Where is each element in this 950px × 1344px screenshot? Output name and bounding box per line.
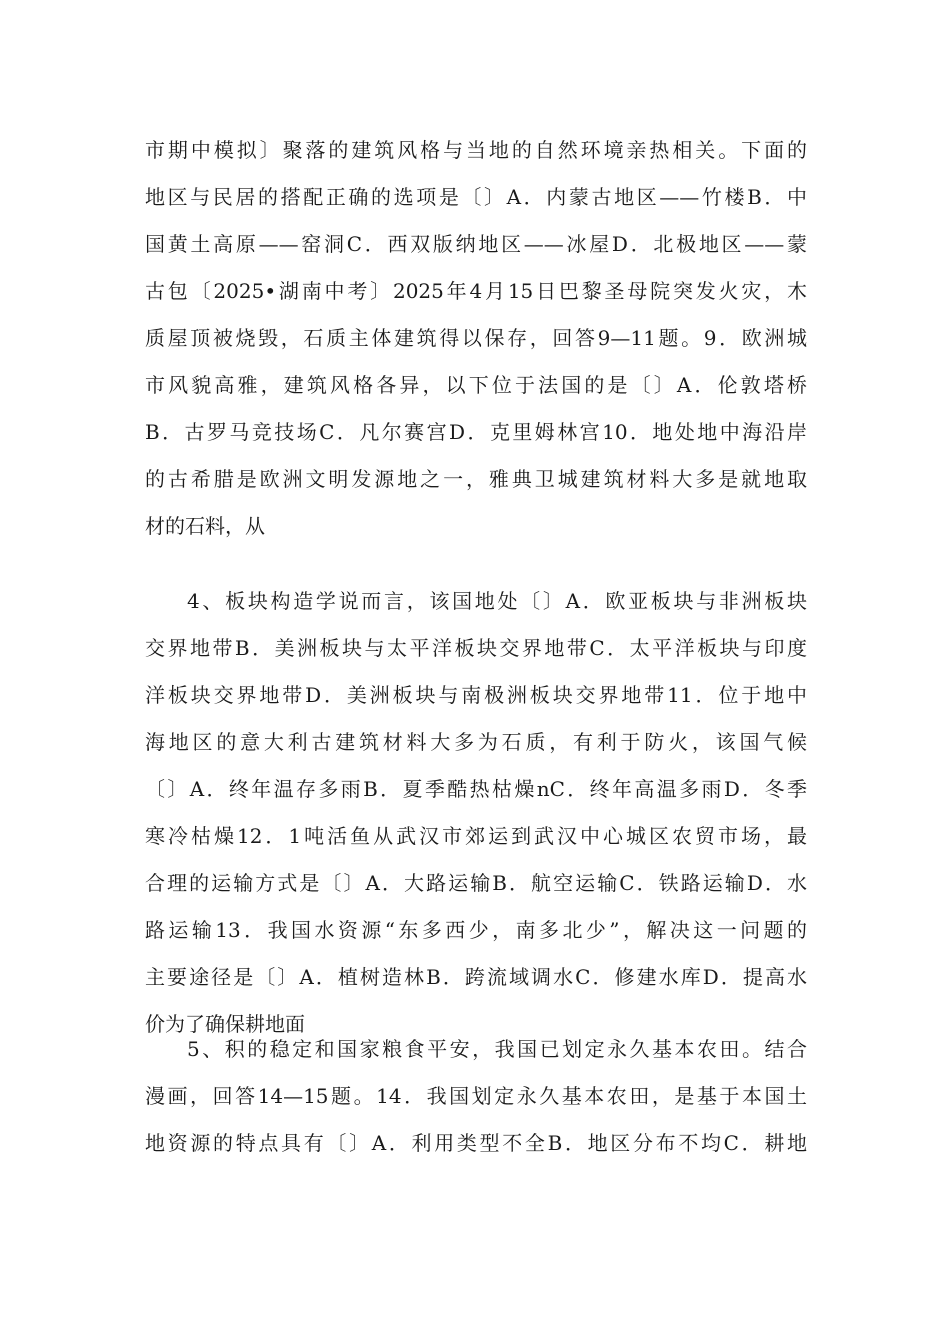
text-line: 4、板块构造学说而言，该国地处〔〕A．欧亚板块与非洲板块 <box>187 589 807 613</box>
text-line: 市期中模拟〕聚落的建筑风格与当地的自然环境亲热相关。下面的 <box>145 138 807 162</box>
text-line: B．古罗马竞技场C．凡尔赛宫D．克里姆林宫10．地处地中海沿岸 <box>145 420 807 444</box>
text-line: 洋板块交界地带D．美洲板块与南极洲板块交界地带11．位于地中 <box>145 683 807 707</box>
text-line: 海地区的意大利古建筑材料大多为石质，有利于防火，该国气候 <box>145 730 807 754</box>
text-line: 价为了确保耕地面 <box>145 1012 305 1036</box>
text-line: 国黄土高原——窑洞C．西双版纳地区——冰屋D．北极地区——蒙 <box>145 232 807 256</box>
text-line: 地资源的特点具有〔〕A．利用类型不全B．地区分布不均C．耕地 <box>145 1131 807 1155</box>
text-line: 的古希腊是欧洲文明发源地之一，雅典卫城建筑材料大多是就地取 <box>145 467 807 491</box>
text-line: 〔〕A．终年温存多雨B．夏季酷热枯燥nC．终年高温多雨D．冬季 <box>145 777 807 801</box>
paragraph-2 <box>145 578 807 1048</box>
text-line: 主要途径是〔〕A．植树造林B．跨流域调水C．修建水库D．提高水 <box>145 965 807 989</box>
text-line: 质屋顶被烧毁，石质主体建筑得以保存，回答9—11题。9．欧洲城 <box>145 326 807 350</box>
paragraph-1 <box>145 127 807 550</box>
text-line: 漫画，回答14—15题。14．我国划定永久基本农田，是基于本国土 <box>145 1084 807 1108</box>
text-line: 合理的运输方式是〔〕A．大路运输B．航空运输C．铁路运输D．水 <box>145 871 807 895</box>
text-line: 地区与民居的搭配正确的选项是〔〕A．内蒙古地区——竹楼B．中 <box>145 185 807 209</box>
text-line: 5、积的稳定和国家粮食平安，我国已划定永久基本农田。结合 <box>187 1037 807 1061</box>
paragraph-3 <box>145 1026 807 1167</box>
text-line: 交界地带B．美洲板块与太平洋板块交界地带C．太平洋板块与印度 <box>145 636 807 660</box>
text-line: 古包〔2025•湖南中考〕2025年4月15日巴黎圣母院突发火灾，木 <box>145 279 807 303</box>
text-line: 路运输13．我国水资源“东多西少，南多北少”，解决这一问题的 <box>145 918 807 942</box>
text-line: 寒冷枯燥12．1吨活鱼从武汉市郊运到武汉中心城区农贸市场，最 <box>145 824 807 848</box>
text-line: 市风貌高雅，建筑风格各异，以下位于法国的是〔〕A．伦敦塔桥 <box>145 373 807 397</box>
text-line: 材的石料，从 <box>145 514 265 538</box>
